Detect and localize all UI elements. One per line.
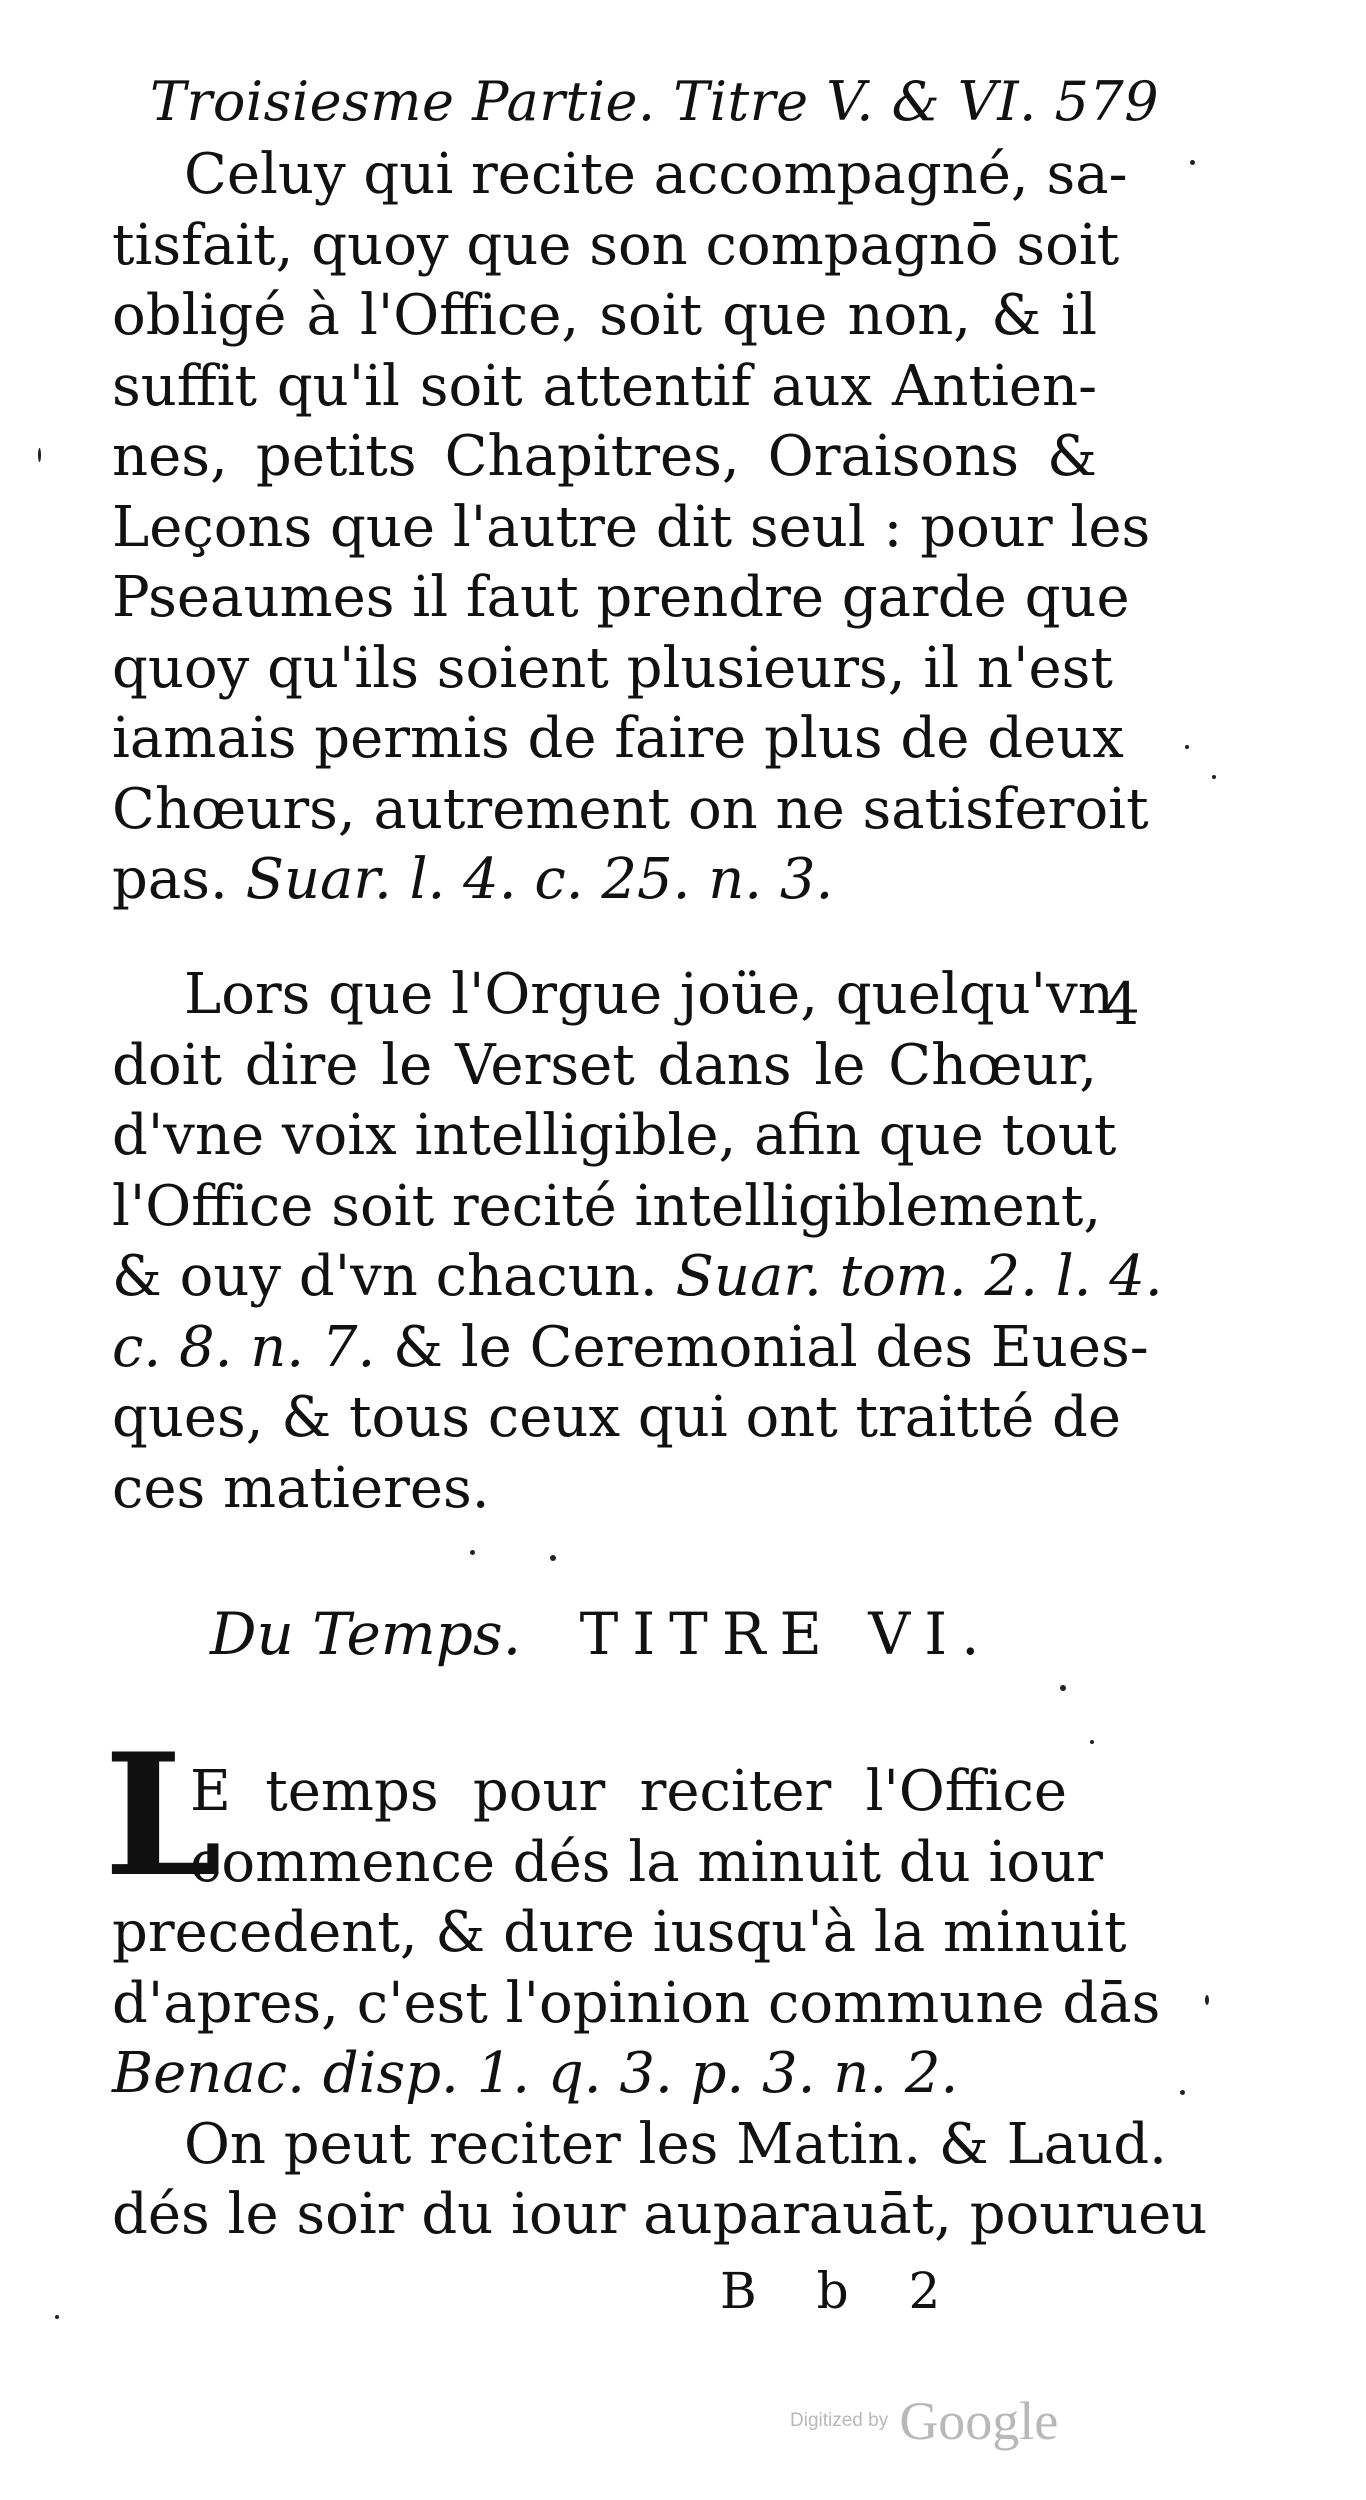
text-line: precedent, & dure iusqu'à la minuit (112, 1900, 1127, 1965)
watermark-prefix: Digitized by (790, 2410, 889, 2431)
print-speck (1185, 745, 1189, 749)
page-number: 579 (1054, 70, 1160, 133)
text-line (112, 1242, 1163, 1313)
print-speck (1090, 1740, 1094, 1744)
running-head-title: Troisiesme Partie. Titre V. & VI. (150, 70, 1037, 133)
text-line: l'Office soit recité intelligiblement, (112, 1173, 1102, 1239)
digitization-watermark (790, 2390, 1058, 2452)
text-line: d'apres, c'est l'opinion commune dās (112, 1970, 1161, 2036)
text-line: Chœurs, autrement on ne satisferoit (112, 776, 1149, 842)
text-line: dés le soir du iour auparauāt, pourueu (112, 2182, 1208, 2247)
citation-reference: Benac. disp. 1. q. 3. p. 3. n. 2. (112, 2041, 959, 2106)
print-speck (550, 1555, 556, 1561)
signature-mark: B b 2 (720, 2262, 963, 2320)
text-line: tisfait, quoy que son compagnō soit (112, 212, 1120, 278)
text-line: ces matieres. (112, 1455, 490, 1521)
text-line (112, 845, 1097, 916)
text-line: Pseaumes il faut prendre garde que (112, 565, 1130, 630)
text-line: doit dire le Verset dans le Chœur, (112, 1032, 1097, 1098)
text-line: d'vne voix intelligible, afin que tout (112, 1103, 1117, 1168)
text-line: iamais permis de faire plus de deux (112, 706, 1124, 771)
print-speck (1190, 160, 1195, 165)
paragraph-time-indented (190, 1757, 1103, 1898)
section-heading (210, 1600, 994, 1668)
text-line: On peut reciter les Matin. & Laud. (184, 2111, 1167, 2177)
text-line: E temps pour reciter l'Office (190, 1759, 1067, 1824)
text-fragment: & ouy d'vn chacun. (112, 1244, 658, 1309)
watermark-brand: Google (899, 2391, 1059, 2451)
section-title: TITRE VI. (579, 1600, 994, 1668)
text-line: suffit qu'il soit attentif aux Antien- (112, 353, 1097, 419)
paragraph-time (112, 1898, 1208, 2251)
text-line: nes, petits Chapitres, Oraisons & (112, 424, 1097, 489)
text-line: commence dés la minuit du iour (190, 1829, 1103, 1895)
text-fragment: pas. (112, 847, 228, 912)
print-speck (1180, 2090, 1185, 2095)
text-line: Celuy qui recite accompagné, sa- (184, 142, 1128, 207)
text-line: Leçons que l'autre dit seul : pour les (112, 494, 1151, 560)
text-line: obligé à l'Office, soit que non, & il (112, 283, 1097, 348)
print-speck (55, 2315, 59, 2319)
text-line: ques, & tous ceux qui ont traitté de (112, 1385, 1122, 1450)
text-line: Lors que l'Orgue joüe, quelqu'vn (184, 962, 1114, 1027)
text-line: quoy qu'ils soient plusieurs, il n'est (112, 635, 1113, 701)
print-speck (1060, 1685, 1066, 1691)
paragraph-organ-verse (112, 960, 1163, 1524)
text-fragment: & le Ceremonial des Eues- (393, 1314, 1149, 1380)
section-subtitle: Du Temps. (210, 1600, 522, 1668)
print-speck (1205, 1995, 1209, 2005)
citation-reference: c. 8. n. 7. (112, 1314, 376, 1380)
print-speck (1212, 775, 1216, 779)
drop-cap-letter: L (104, 1716, 223, 1914)
print-speck (470, 1550, 475, 1555)
margin-note-number: 4 (1103, 970, 1140, 1038)
citation-reference: Suar. l. 4. c. 25. n. 3. (245, 847, 834, 912)
print-speck (38, 448, 41, 462)
running-head (150, 70, 1160, 133)
citation-reference: Suar. tom. 2. l. 4. (675, 1244, 1163, 1309)
paragraph-recitation-accompanied (112, 140, 1151, 916)
text-line (112, 1313, 1149, 1384)
